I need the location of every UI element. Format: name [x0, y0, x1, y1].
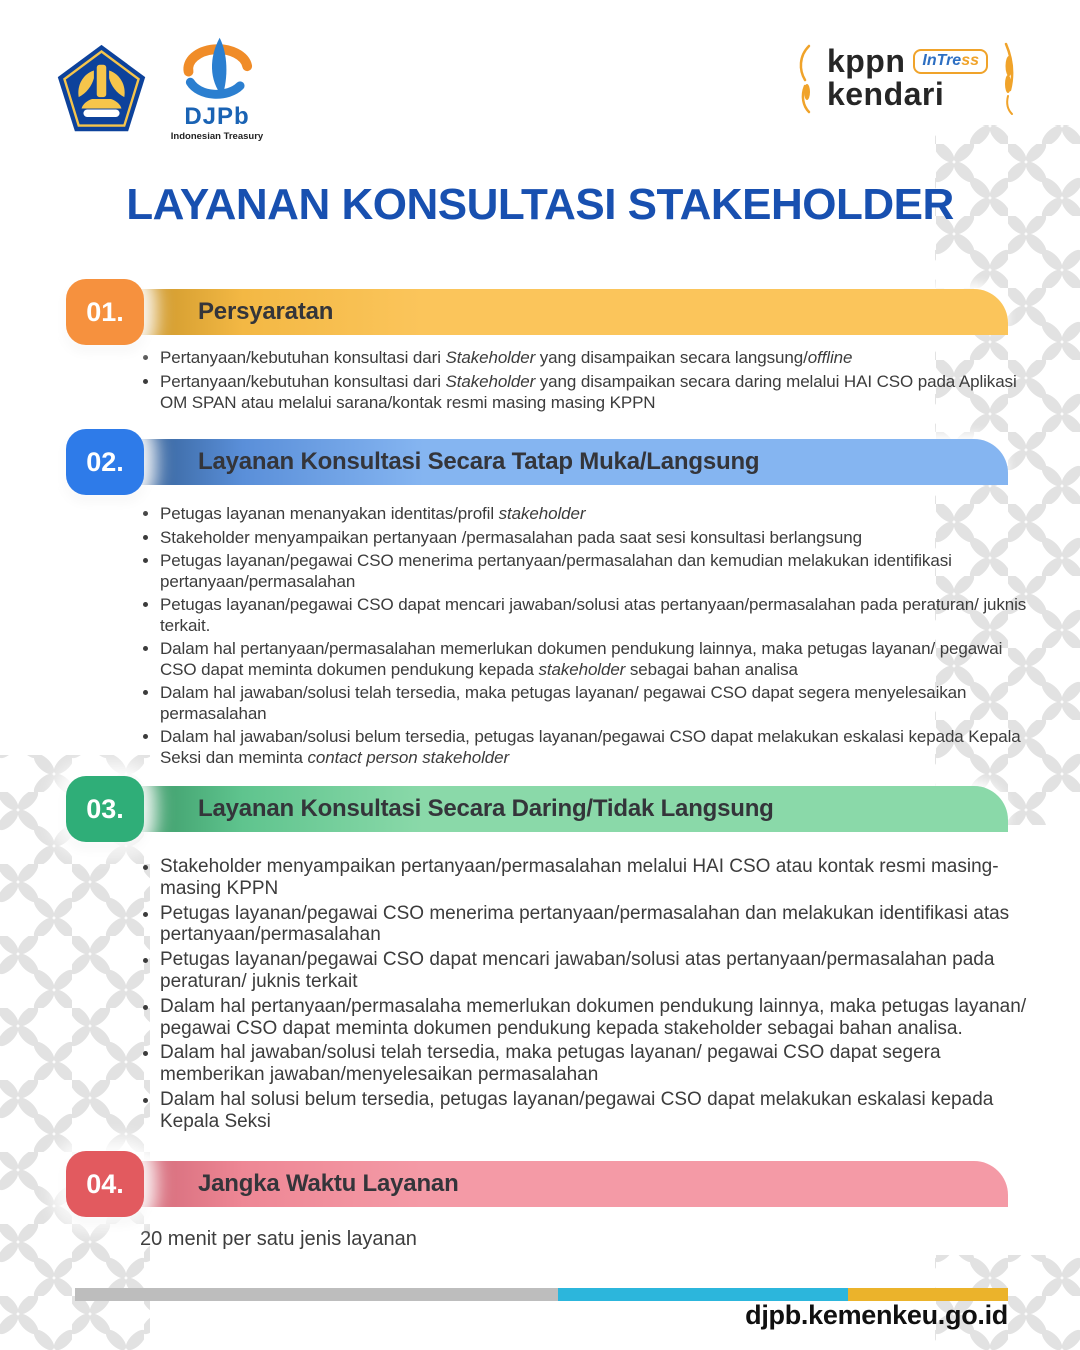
kemenkeu-logo — [54, 42, 149, 142]
section-4-title: Jangka Waktu Layanan — [198, 1170, 459, 1197]
section-3-header-bar — [103, 786, 1008, 832]
bullet-item: • Pertanyaan/kebutuhan konsultasi dari Stakeholder yang disampaikan secara langsung/offline — [160, 347, 1040, 368]
bullet-item: • Dalam hal solusi belum tersedia, petugas layanan/pegawai CSO dapat melakukan eskalasi kepada Kepala Seksi — [160, 1089, 1040, 1133]
bullet-item: • Pertanyaan/kebutuhan konsultasi dari Stakeholder yang disampaikan secara daring melalui HAI CSO pada Aplikasi OM SPAN atau melalui sarana/kontak resmi masing masing KPPN — [160, 371, 1040, 413]
bullet-item: • Petugas layanan/pegawai CSO menerima pertanyaan/permasalahan dan melakukan identifikasi atas pertanyaan/permasalahan — [160, 903, 1040, 947]
website-domain: djpb.kemenkeu.go.id — [745, 1300, 1008, 1330]
kemenkeu-pentagon-icon — [54, 42, 149, 137]
bullet-item: • Petugas layanan/pegawai CSO dapat mencari jawaban/solusi atas pertanyaan/permasalahan pada peraturan/ juknis terkait — [160, 949, 1040, 993]
section-4-header-bar — [103, 1161, 1008, 1207]
bullet-item: • Stakeholder menyampaikan pertanyaan /permasalahan pada saat sesi konsultasi berlangsung — [160, 528, 1040, 549]
djpb-logo — [152, 36, 282, 142]
footer-bar-gray-segment — [75, 1288, 558, 1301]
bullet-item: • Petugas layanan menanyakan identitas/profil stakeholder — [160, 504, 1040, 525]
section-4-duration-note: 20 menit per satu jenis layanan — [140, 1228, 417, 1250]
bullet-item: • Petugas layanan/pegawai CSO menerima pertanyaan/permasalahan dan kemudian melakukan identifikasi pertanyaan/permasalahan — [160, 551, 1040, 592]
section-3-bullet-list — [138, 856, 1040, 1136]
kppn-line2: kendari — [826, 76, 945, 112]
section-2-title: Layanan Konsultasi Secara Tatap Muka/Langsung — [198, 448, 760, 475]
section-1-number-badge: 01. — [66, 279, 144, 345]
bullet-item: • Petugas layanan/pegawai CSO dapat mencari jawaban/solusi atas pertanyaan/permasalahan pada peraturan/ juknis terkait. — [160, 595, 1040, 636]
bullet-item: • Dalam hal jawaban/solusi belum tersedia, petugas layanan/pegawai CSO dapat melakukan eskalasi kepada Kepala Seksi dan meminta contact person stakeholder — [160, 727, 1040, 768]
section-2-number-badge: 02. — [66, 429, 144, 495]
gold-flourish-left-icon — [793, 40, 819, 116]
kppn-line1: kppn — [826, 43, 906, 80]
section-4-number-badge: 04. — [66, 1151, 144, 1217]
bullet-item: • Dalam hal jawaban/solusi telah tersedia, maka petugas layanan/ pegawai CSO dapat segera memberikan jawaban/menyelesaikan permasalahan — [160, 1042, 1040, 1086]
bullet-item: • Dalam hal pertanyaan/permasalaha memerlukan dokumen pendukung lainnya, maka petugas layanan/ pegawai CSO dapat meminta dokumen pendukung kepada stakeholder sebagai bahan analisa. — [160, 996, 1040, 1040]
section-3-number-badge: 03. — [66, 776, 144, 842]
section-2-header-bar — [103, 439, 1008, 485]
djpb-wordmark: DJPb — [184, 103, 250, 130]
djpb-subtitle: Indonesian Treasury — [170, 131, 264, 142]
bullet-item: • Dalam hal jawaban/solusi telah tersedia, maka petugas layanan/ pegawai CSO dapat segera menyelesaikan permasalahan — [160, 683, 1040, 724]
intress-badge: InTress — [913, 49, 988, 74]
gold-feather-right-icon — [996, 40, 1022, 116]
section-3-title: Layanan Konsultasi Secara Daring/Tidak Langsung — [198, 795, 774, 822]
bullet-item: • Stakeholder menyampaikan pertanyaan/permasalahan melalui HAI CSO atau kontak resmi masing-masing KPPN — [160, 856, 1040, 900]
section-2-bullet-list — [138, 504, 1040, 771]
kppn-kendari-logo — [793, 40, 1022, 116]
kppn-kendari-text — [827, 45, 988, 110]
section-1-header-bar — [103, 289, 1008, 335]
section-1-bullet-list — [138, 347, 1040, 416]
page-title: LAYANAN KONSULTASI STAKEHOLDER — [126, 180, 954, 229]
bullet-item: • Dalam hal pertanyaan/permasalahan memerlukan dokumen pendukung lainnya, maka petugas layanan/ pegawai CSO dapat meminta dokumen pendukung kepada stakeholder sebagai bahan analisa — [160, 639, 1040, 680]
section-1-title: Persyaratan — [198, 298, 334, 325]
djpb-swoosh-icon — [171, 36, 263, 100]
